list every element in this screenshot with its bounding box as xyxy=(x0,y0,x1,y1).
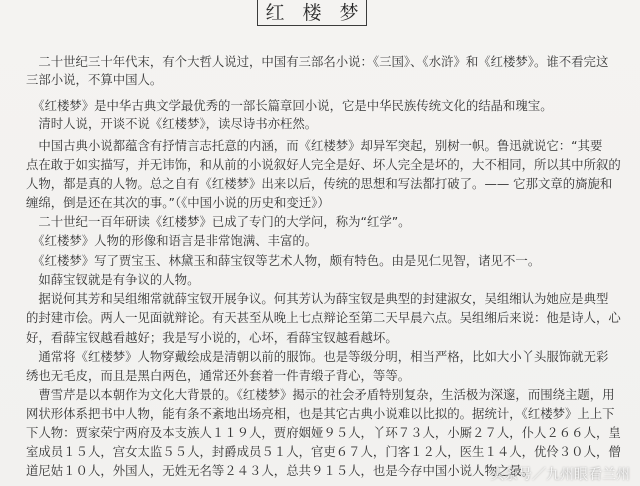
text-line: 室成员１５人，宫女太监５５人，封爵成员５１人，官吏６７人，门客１２人，医生１４人，优伶３０人，僧 xyxy=(26,444,621,459)
text-line: 清时人说，开谈不说《红楼梦》，读尽诗书亦枉然。 xyxy=(26,116,318,131)
text-line: 网状形体系把书中人物，能有条不紊地出场亮相，也是其它古典小说难以比拟的。据统计，《红楼梦》上上下 xyxy=(26,406,615,421)
title-box xyxy=(257,0,367,26)
text-line: 三部小说，不算中国人。 xyxy=(26,72,163,87)
text-line: 中国古典小说都蕴含有抒情言志托意的内涵，而《红楼梦》却异军突起，别树一帜。鲁迅就说它：“其要 xyxy=(26,138,603,153)
text-line: 曹雪芹是以本朝作为文化大背景的。《红楼梦》揭示的社会矛盾特别复杂，生活极为深邃，而围绕主题，用 xyxy=(26,387,615,402)
text-line: 好，看薛宝钗越看越好；我是写小说的，心坏，看薛宝钗越看越坏。 xyxy=(26,330,398,345)
text-line: 二十世纪三十年代末，有个大哲人说过，中国有三部名小说：《三国》、《水浒》和《红楼梦》。谁不看完这 xyxy=(26,54,609,69)
text-line: 《红楼梦》写了贾宝玉、林黛玉和薛宝钗等艺术人物，颇有特色。由是见仁见智，诸见不一。 xyxy=(26,253,541,268)
text-line: 的封建市侩。两人一见面就辩论。有天甚至从晚上七点辩论至第二天早晨六点。吴组缃后来说：他是诗人，心 xyxy=(26,310,621,325)
text-line: 道尼姑１０人，外国人，无姓无名等２４３人，总共９１５人，也是今存中国小说人物之最。 xyxy=(26,463,535,478)
text-line: 缠绵，倒是还在其次的事。”（《中国小说的历史和变迁》） xyxy=(26,195,330,210)
text-line: 据说何其芳和吴组缃常就薛宝钗开展争议。何其芳认为薛宝钗是典型的封建淑女，吴组缃认为她应是典型 xyxy=(26,291,609,306)
text-line: 二十世纪一百年研读《红楼梦》已成了专门的大学问，称为“红学”。 xyxy=(26,214,411,229)
text-line: 如薛宝钗就是有争议的人物。 xyxy=(26,272,200,287)
text-line: 点在敢于如实描写，并无讳饰，和从前的小说叙好人完全是好、坏人完全是坏的，大不相同，所以其中所叙的 xyxy=(26,157,621,172)
text-line: 下人物：贾家荣宁两府及本支族人１１９人，贾府姻娅９５人，丫环７３人，小厮２７人，仆人２６６人，皇 xyxy=(26,425,621,440)
text-line: 通常将《红楼梦》人物穿戴绘成是清朝以前的服饰。也是等级分明，相当严格，比如大小丫头服饰就无彩 xyxy=(26,349,609,364)
text-line: 《红楼梦》是中华古典文学最优秀的一部长篇章回小说，它是中华民族传统文化的结晶和瑰宝。 xyxy=(26,98,553,113)
text-line: 人物，都是真的人物。总之自有《红楼梦》出来以后，传统的思想和写法都打破了。—— 它那文章的旖旎和 xyxy=(26,176,613,191)
text-line: 绣也无毛皮，而且是黑白两色，通常还外套着一件青缎子背心，等等。 xyxy=(26,368,411,383)
text-line: 《红楼梦》人物的形像和语言是非常饱满、丰富的。 xyxy=(26,233,318,248)
watermark: 头条号／九州眼看兰州 xyxy=(490,467,630,483)
page-title: 红 楼 梦 xyxy=(265,2,365,24)
